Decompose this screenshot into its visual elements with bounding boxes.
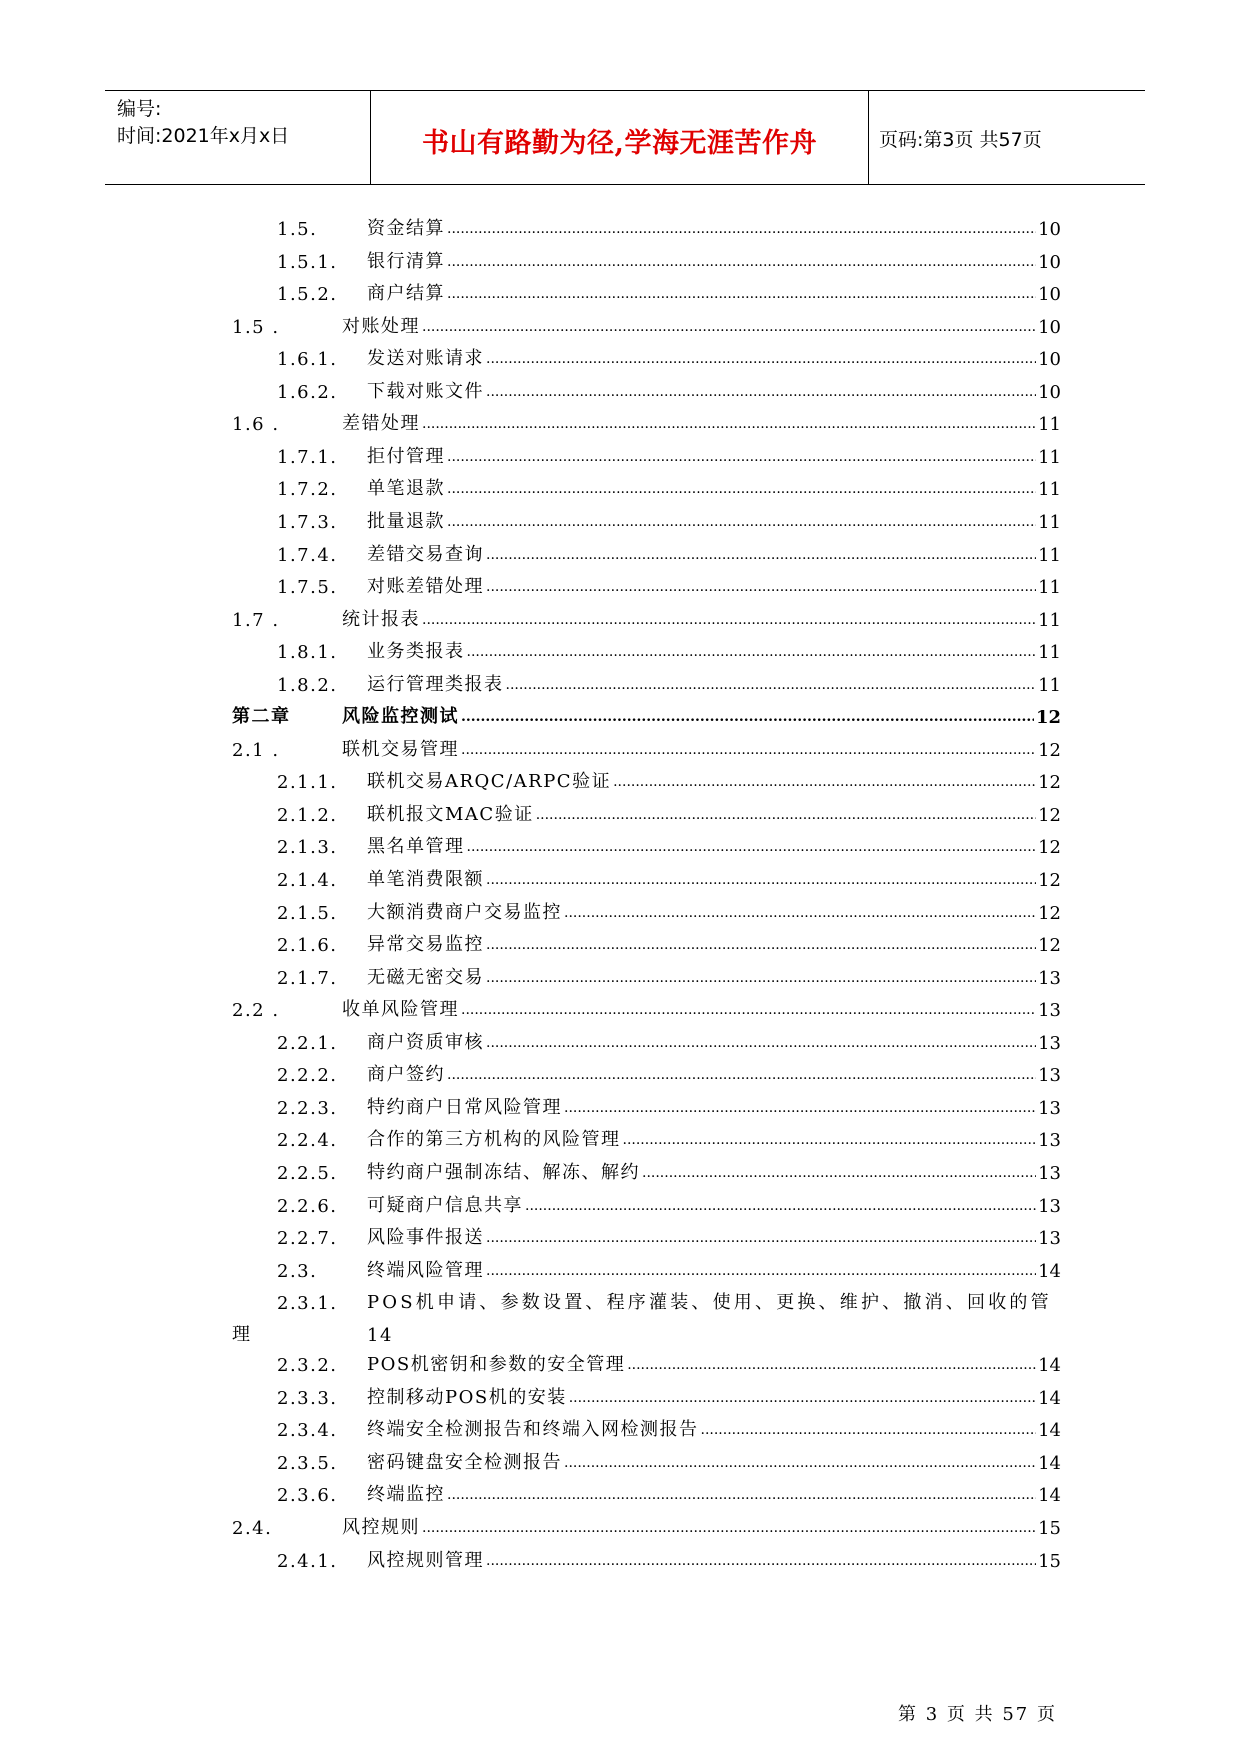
toc-entry-title: 风控规则 [342, 1517, 420, 1538]
toc-entry-page: 11 [1038, 446, 1061, 468]
toc-dot-leader [623, 1128, 1037, 1149]
toc-entry-page: 11 [1038, 642, 1061, 664]
toc-dot-leader [642, 1161, 1036, 1182]
toc-entry-number: 2.4. [232, 1518, 273, 1539]
toc-entry-page: 13 [1038, 1130, 1061, 1152]
header-page-code: 页码:第3页 共57页 [879, 129, 1042, 151]
toc-entry[interactable] [232, 700, 1061, 728]
toc-entry-page: 14 [1038, 1387, 1061, 1409]
toc-dot-leader [486, 868, 1036, 889]
toc-entry-page: 14 [1038, 1452, 1061, 1474]
toc-entry-title: 银行清算 [367, 250, 445, 272]
toc-entry-title: 联机交易管理 [342, 738, 459, 760]
toc-entry-number: 1.5 . [232, 316, 280, 338]
toc-entry[interactable] [277, 440, 1061, 468]
toc-entry-title: 统计报表 [342, 608, 420, 630]
toc-entry[interactable] [277, 1254, 1061, 1282]
toc-entry-title: 商户签约 [367, 1064, 445, 1086]
toc-entry-page: 11 [1038, 511, 1061, 533]
header-left-cell [105, 91, 370, 184]
toc-entry-page: 15 [1038, 1550, 1061, 1572]
toc-dot-leader [564, 901, 1036, 922]
toc-entry-page: 13 [1038, 1162, 1061, 1184]
toc-entry-number: 2.3.3. [277, 1387, 338, 1409]
toc-entry-number: 2.2.3. [277, 1097, 338, 1119]
page-footer: 第 3 页 共 57 页 [898, 1704, 1057, 1725]
toc-entry-number: 2.3. [277, 1260, 318, 1282]
toc-entry-number: 2.2.1. [277, 1032, 338, 1054]
toc-entry-number: 2.1.7. [277, 967, 338, 989]
toc-entry-title: 控制移动POS机的安装 [367, 1386, 567, 1408]
toc-entry-number: 2.3.4. [277, 1420, 338, 1442]
toc-entry-number: 2.2.2. [277, 1065, 338, 1087]
toc-entry-page: 11 [1038, 479, 1061, 501]
toc-entry-title: 商户结算 [367, 283, 445, 305]
toc-entry-number: 1.7.1. [277, 446, 338, 468]
toc-entry-title: 单笔消费限额 [367, 869, 484, 890]
toc-entry-title: 联机交易ARQC/ARPC验证 [367, 771, 612, 793]
page-header [105, 90, 1145, 185]
toc-entry-title: 终端监控 [367, 1484, 445, 1506]
toc-dot-leader [422, 412, 1036, 433]
toc-entry-page: 12 [1038, 870, 1061, 891]
toc-entry-title: 差错处理 [342, 413, 420, 435]
toc-entry-number: 2.3.6. [277, 1485, 338, 1507]
toc-entry-title: 对账差错处理 [367, 576, 484, 598]
header-right-cell [869, 91, 1145, 184]
toc-entry-title: 风控规则管理 [367, 1549, 484, 1571]
toc-entry-number: 1.5.2. [277, 284, 338, 306]
toc-dot-leader [486, 1226, 1036, 1247]
toc-entry-title: 对账处理 [342, 315, 420, 337]
toc-entry-title: 发送对账请求 [367, 348, 484, 370]
toc-entry-page: 14 [1038, 1260, 1061, 1282]
toc-entry-title: 无磁无密交易 [367, 966, 484, 988]
toc-entry[interactable] [277, 212, 1061, 240]
toc-entry[interactable] [277, 863, 1061, 891]
toc-entry[interactable] [277, 830, 1061, 858]
toc-entry-title: 业务类报表 [367, 641, 465, 663]
toc-entry-page: 13 [1038, 967, 1061, 989]
toc-entry-title: 下载对账文件 [367, 380, 484, 402]
toc-dot-leader [613, 770, 1036, 791]
toc-dot-leader [486, 933, 1036, 954]
toc-entry-title: 密码键盘安全检测报告 [367, 1451, 562, 1473]
toc-entry-number: 1.8.1. [277, 642, 338, 664]
toc-dot-leader [569, 1386, 1036, 1407]
toc-entry[interactable] [232, 993, 1061, 1021]
toc-entry-title: 批量退款 [367, 510, 445, 532]
toc-entry-number: 2.1.5. [277, 902, 338, 924]
toc-dot-leader [447, 217, 1036, 238]
toc-entry-number: 2.1 . [232, 739, 280, 761]
toc-entry-page: 12 [1035, 707, 1061, 729]
toc-entry-title: 特约商户强制冻结、解冻、解约 [367, 1161, 640, 1183]
toc-entry-number: 2.4.1. [277, 1550, 338, 1572]
toc-entry[interactable] [232, 407, 1061, 435]
toc-entry-number: 1.6.2. [277, 381, 338, 403]
toc-entry-page: 14 [1038, 1420, 1061, 1442]
toc-entry-page: 13 [1038, 1065, 1061, 1087]
toc-entry[interactable] [277, 342, 1061, 370]
toc-dot-leader [486, 575, 1036, 596]
toc-entry[interactable] [277, 1091, 1061, 1119]
toc-entry-title: 终端安全检测报告和终端入网检测报告 [367, 1419, 699, 1441]
toc-entry[interactable] [277, 1381, 1061, 1409]
toc-dot-leader [525, 1194, 1036, 1215]
toc-entry[interactable] [277, 538, 1061, 566]
toc-dot-leader [422, 315, 1036, 336]
toc-entry[interactable] [277, 928, 1061, 956]
toc-entry-title-continuation: 理 [232, 1324, 252, 1346]
toc-entry-number: 2.3.5. [277, 1452, 338, 1474]
toc-entry[interactable] [277, 277, 1061, 305]
toc-entry[interactable] [277, 635, 1061, 663]
toc-dot-leader [447, 510, 1036, 531]
toc-entry[interactable] [277, 1189, 1061, 1217]
toc-entry-title: 合作的第三方机构的风险管理 [367, 1129, 621, 1151]
toc-dot-leader [447, 1063, 1036, 1084]
toc-entry-title: 异常交易监控 [367, 934, 484, 956]
toc-entry-number: 2.2.6. [277, 1195, 338, 1217]
toc-entry-number: 2.1.2. [277, 804, 338, 826]
toc-entry-title: 可疑商户信息共享 [367, 1194, 523, 1216]
toc-dot-leader [564, 1451, 1036, 1472]
toc-entry-page: 13 [1038, 1032, 1061, 1054]
toc-entry[interactable] [277, 1446, 1061, 1474]
toc-entry-page: 13 [1038, 1228, 1061, 1250]
toc-dot-leader [486, 380, 1036, 401]
toc-entry-number: 1.5. [277, 219, 318, 240]
toc-dot-leader [447, 445, 1036, 466]
toc-entry-page: 10 [1038, 284, 1061, 306]
toc-entry-number: 2.2 . [232, 1000, 280, 1022]
toc-entry-number: 1.7.5. [277, 577, 338, 599]
toc-entry-number: 2.1.6. [277, 935, 338, 957]
toc-entry-page: 10 [1038, 219, 1061, 240]
toc-entry-number: 第二章 [232, 706, 291, 728]
toc-dot-leader [564, 1096, 1036, 1117]
toc-entry[interactable] [277, 505, 1061, 533]
toc-entry-number: 1.8.2. [277, 674, 338, 696]
header-motto: 书山有路勤为径,学海无涯苦作舟 [422, 128, 817, 159]
toc-entry-number: 2.1.4. [277, 870, 338, 891]
toc-entry[interactable] [277, 1221, 1061, 1249]
toc-entry[interactable] [277, 1544, 1061, 1572]
toc-entry-page: 11 [1038, 544, 1061, 566]
document-number-label: 编号: [117, 98, 162, 120]
toc-dot-leader [486, 1549, 1036, 1570]
toc-entry-title: 资金结算 [367, 218, 445, 239]
toc-entry[interactable] [277, 375, 1061, 403]
toc-entry[interactable] [232, 1511, 1061, 1539]
toc-entry-number: 2.1.1. [277, 772, 338, 794]
toc-entry-page: 12 [1038, 739, 1061, 761]
toc-entry-number: 1.7 . [232, 609, 280, 631]
toc-dot-leader [422, 1516, 1036, 1537]
toc-entry-page: 12 [1038, 902, 1061, 924]
toc-dot-leader [447, 282, 1036, 303]
toc-dot-leader [422, 608, 1036, 629]
toc-entry[interactable] [277, 1156, 1061, 1184]
toc-entry[interactable] [232, 733, 1061, 761]
toc-dot-leader [461, 738, 1036, 759]
toc-entry[interactable] [277, 765, 1061, 793]
toc-entry-title: 终端风险管理 [367, 1259, 484, 1281]
toc-dot-leader [461, 705, 1034, 726]
toc-dot-leader [461, 998, 1036, 1019]
toc-entry-title: 商户资质审核 [367, 1031, 484, 1053]
toc-entry-title: 差错交易查询 [367, 543, 484, 565]
toc-entry[interactable] [277, 472, 1061, 500]
toc-entry-title: 特约商户日常风险管理 [367, 1096, 562, 1118]
toc-entry-title: 大额消费商户交易监控 [367, 901, 562, 923]
toc-dot-leader [486, 1259, 1036, 1280]
toc-entry[interactable] [277, 1058, 1061, 1086]
header-motto-cell [370, 91, 869, 184]
toc-entry[interactable] [277, 668, 1061, 696]
toc-entry-wrapped[interactable] [232, 1286, 1061, 1347]
toc-entry[interactable] [277, 245, 1061, 273]
toc-entry-page: 14 [367, 1325, 393, 1347]
toc-entry-page: 12 [1038, 804, 1061, 826]
toc-entry[interactable] [277, 961, 1061, 989]
toc-entry-title: 风险事件报送 [367, 1227, 484, 1249]
toc-dot-leader [486, 1031, 1036, 1052]
toc-entry[interactable] [277, 570, 1061, 598]
toc-entry[interactable] [277, 1026, 1061, 1054]
toc-dot-leader [701, 1418, 1037, 1439]
toc-entry-page: 14 [1038, 1485, 1061, 1507]
toc-entry-page: 10 [1038, 316, 1061, 338]
toc-entry-page: 11 [1038, 414, 1061, 436]
toc-dot-leader [467, 640, 1037, 661]
toc-entry[interactable] [277, 1413, 1061, 1441]
toc-entry[interactable] [277, 1123, 1061, 1151]
toc-entry-page: 11 [1038, 674, 1061, 696]
toc-entry-title: 风险监控测试 [342, 706, 459, 728]
toc-entry-page: 14 [1038, 1355, 1061, 1377]
toc-entry[interactable] [277, 896, 1061, 924]
toc-entry-page: 11 [1038, 609, 1061, 631]
toc-entry-page: 11 [1038, 577, 1061, 599]
toc-entry-title: 运行管理类报表 [367, 673, 504, 695]
toc-entry-number: 2.3.2. [277, 1355, 338, 1377]
toc-entry[interactable] [232, 603, 1061, 631]
toc-entry-number: 2.1.3. [277, 837, 338, 859]
toc-entry-number: 1.5.1. [277, 251, 338, 273]
toc-entry-title: 联机报文MAC验证 [367, 803, 534, 825]
toc-entry-number: 2.2.5. [277, 1162, 338, 1184]
toc-entry-title: POS机密钥和参数的安全管理 [367, 1354, 626, 1376]
toc-entry-number: 1.6 . [232, 414, 280, 436]
toc-entry-title: 拒付管理 [367, 445, 445, 467]
toc-dot-leader [447, 1483, 1036, 1504]
toc-entry-title: 黑名单管理 [367, 836, 465, 858]
toc-entry-title: 收单风险管理 [342, 999, 459, 1021]
toc-entry-number: 1.6.1. [277, 349, 338, 371]
toc-dot-leader [506, 673, 1037, 694]
toc-dot-leader [486, 966, 1036, 987]
toc-entry-title: 单笔退款 [367, 478, 445, 500]
toc-entry-page: 12 [1038, 837, 1061, 859]
toc-dot-leader [627, 1353, 1036, 1374]
document-time-label: 时间:2021年x月x日 [117, 125, 290, 147]
toc-entry[interactable] [277, 1478, 1061, 1506]
toc-dot-leader [447, 250, 1036, 271]
toc-dot-leader [486, 347, 1036, 368]
toc-dot-leader [486, 543, 1036, 564]
toc-entry[interactable] [232, 310, 1061, 338]
toc-entry-number: 2.2.4. [277, 1130, 338, 1152]
toc-entry-title: POS机申请、参数设置、程序灌装、使用、更换、维护、撤消、回收的管 [367, 1292, 1052, 1314]
toc-entry[interactable] [277, 1348, 1061, 1376]
toc-entry-number: 1.7.2. [277, 479, 338, 501]
toc-entry-page: 13 [1038, 1195, 1061, 1217]
toc-entry-number: 1.7.4. [277, 544, 338, 566]
toc-entry-number: 1.7.3. [277, 511, 338, 533]
toc-entry-page: 15 [1038, 1518, 1061, 1539]
toc-entry-page: 10 [1038, 381, 1061, 403]
toc-dot-leader [467, 835, 1037, 856]
toc-entry-page: 13 [1038, 1000, 1061, 1022]
toc-entry-page: 12 [1038, 935, 1061, 957]
toc-entry-number: 2.3.1. [277, 1293, 338, 1315]
toc-entry[interactable] [277, 798, 1061, 826]
toc-entry-page: 12 [1038, 772, 1061, 794]
toc-dot-leader [536, 803, 1036, 824]
toc-entry-number: 2.2.7. [277, 1228, 338, 1250]
toc-entry-page: 10 [1038, 349, 1061, 371]
toc-entry-page: 13 [1038, 1097, 1061, 1119]
toc-dot-leader [447, 477, 1036, 498]
toc-entry-page: 10 [1038, 251, 1061, 273]
